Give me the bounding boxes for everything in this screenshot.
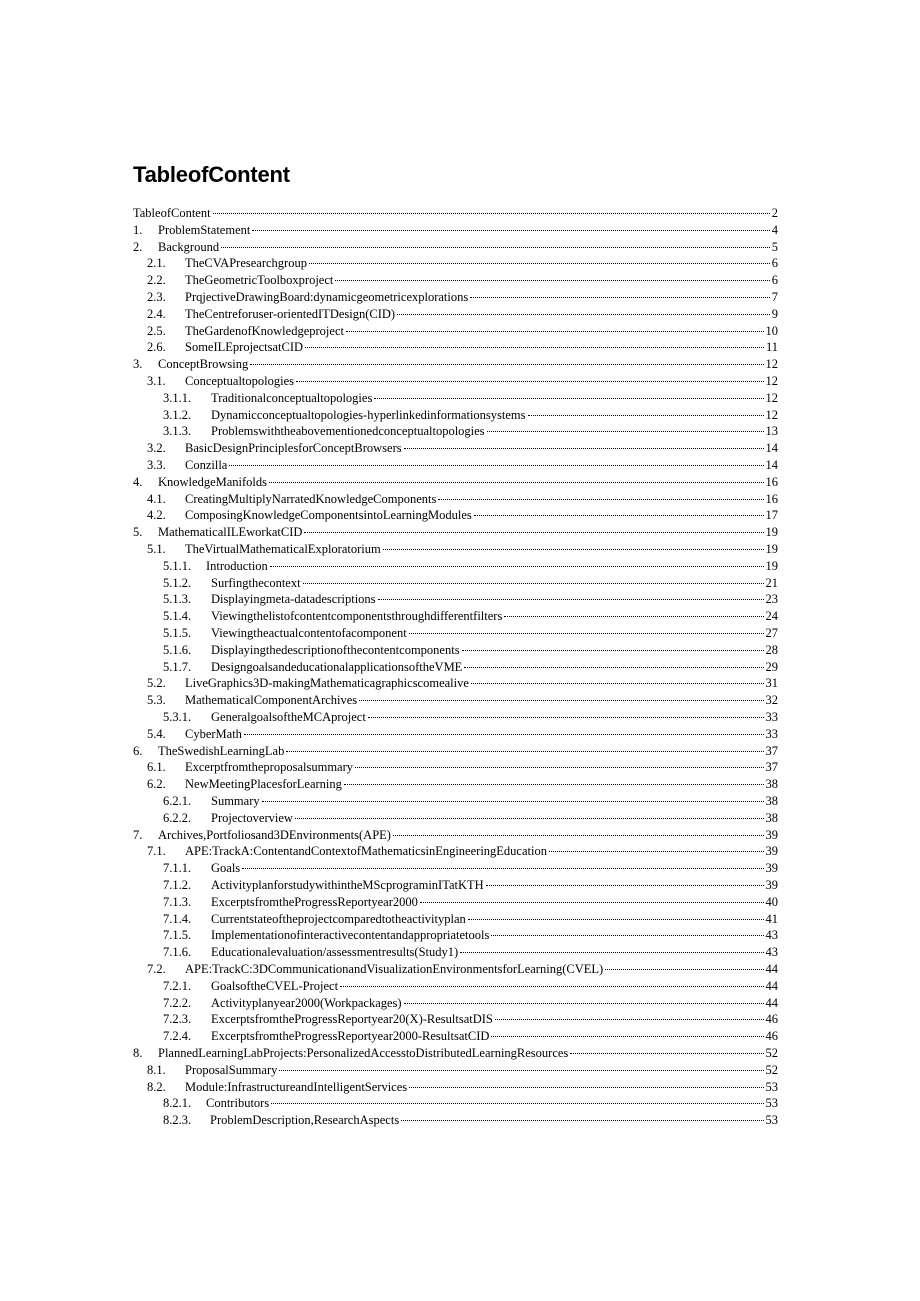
dot-leader (495, 1018, 764, 1020)
dot-leader (471, 682, 764, 684)
toc-entry-page: 43 (765, 928, 778, 943)
toc-entry-title: MathematicalILEworkatCID (158, 525, 303, 540)
dot-leader (438, 498, 763, 500)
toc-entry-number: 3.1.2. (163, 407, 192, 422)
toc-entry[interactable] (163, 591, 778, 608)
toc-entry-number: 7.2.4. (163, 1029, 192, 1044)
toc-entry-number: 2.2. (147, 273, 166, 288)
toc-entry[interactable] (147, 339, 778, 356)
toc-entry-page: 29 (765, 659, 778, 674)
dot-leader (393, 834, 764, 836)
toc-entry-page: 13 (765, 424, 778, 439)
toc-entry-page: 39 (765, 861, 778, 876)
toc-entry-number: 2. (133, 239, 143, 254)
toc-entry-title: Displayingthedescriptionofthecontentcomponents (211, 642, 460, 657)
toc-entry-title: TheCentreforuser-orientedITDesign(CID) (185, 306, 396, 321)
toc-entry-number: 8. (133, 1046, 143, 1060)
toc-entry-title: Summary (211, 794, 260, 808)
dot-leader (346, 330, 764, 332)
toc-entry-number: 5.3.1. (163, 710, 192, 724)
toc-entry-page: 44 (765, 995, 778, 1010)
toc-entry-number: 6.2.1. (163, 794, 192, 808)
toc-entry-title: MathematicalComponentArchives (185, 693, 358, 708)
dot-leader (271, 1102, 763, 1104)
toc-entry-number: 5.2. (147, 676, 166, 691)
dot-leader (464, 666, 763, 668)
toc-entry-page: 4 (771, 222, 778, 237)
toc-entry-title: ExcerptsfromtheProgressReportyear20(X)-ResultsatDIS (211, 1012, 493, 1027)
dot-leader (305, 346, 764, 348)
toc-entry[interactable] (163, 1095, 778, 1112)
toc-entry-title: TheVirtualMathematicalExploratorium (185, 542, 381, 556)
toc-entry-page: 10 (765, 323, 778, 338)
dot-leader (270, 565, 764, 567)
dot-leader (487, 430, 764, 432)
toc-entry[interactable] (133, 239, 778, 256)
dot-leader (474, 514, 764, 516)
toc-entry-title: KnowledgeManifolds (158, 474, 268, 489)
toc-entry-page: 53 (765, 1079, 778, 1094)
toc-entry-page: 33 (765, 726, 778, 741)
toc-entry[interactable] (147, 759, 778, 776)
toc-entry-title: Viewingtheactualcontentofacomponent (211, 626, 407, 640)
toc-entry-page: 14 (765, 441, 778, 456)
toc-entry-title: NewMeetingPlacesforLearning (185, 777, 342, 792)
toc-entry-page: 12 (765, 374, 778, 388)
dot-leader (252, 229, 769, 231)
toc-entry[interactable] (163, 608, 778, 625)
toc-entry[interactable] (133, 1045, 778, 1062)
toc-entry[interactable] (163, 978, 778, 995)
toc-entry[interactable] (163, 927, 778, 944)
toc-entry-number: 7.2.3. (163, 1012, 192, 1027)
toc-entry-number: 5.1.5. (163, 626, 192, 640)
toc-entry-title: PrqjectiveDrawingBoard:dynamicgeometricexplorations (185, 290, 469, 304)
toc-entry-number: 4.2. (147, 508, 166, 523)
toc-entry-page: 7 (771, 290, 778, 304)
toc-entry-number: 8.2.3. (163, 1113, 192, 1128)
dot-leader (420, 901, 764, 903)
toc-entry-number: 3.3. (147, 458, 166, 472)
toc-entry-page: 19 (765, 558, 778, 573)
toc-entry-number: 7.1.5. (163, 928, 192, 943)
dot-leader (355, 766, 763, 768)
toc-entry[interactable] (163, 390, 778, 407)
toc-entry-page: 19 (765, 542, 778, 556)
toc-entry[interactable] (147, 675, 778, 692)
toc-entry-page: 9 (771, 306, 778, 321)
toc-entry[interactable] (147, 323, 778, 340)
toc-entry[interactable] (163, 911, 778, 928)
toc-entry-number: 5.1. (147, 542, 166, 556)
toc-entry-page: 38 (765, 794, 778, 808)
toc-entry-number: 5.1.7. (163, 659, 192, 674)
dot-leader (504, 615, 763, 617)
dot-leader (409, 632, 764, 634)
toc-entry-number: 5.1.6. (163, 642, 192, 657)
toc-entry-number: 2.3. (147, 290, 166, 304)
dot-leader (409, 1086, 763, 1088)
toc-entry-title: DesigngoalsandeducationalapplicationsoftheVME (211, 659, 463, 674)
toc-entry[interactable] (147, 457, 778, 474)
toc-entry-page: 41 (765, 911, 778, 926)
toc-entry-title: Projectoverview (211, 810, 293, 825)
toc-entry-title: Surfingthecontext (211, 575, 301, 590)
toc-entry[interactable] (133, 356, 778, 373)
dot-leader (491, 1035, 763, 1037)
toc-entry-title: GoalsoftheCVEL-Project (211, 978, 339, 993)
toc-entry-page: 6 (771, 273, 778, 288)
dot-leader (383, 548, 764, 550)
toc-entry[interactable] (163, 642, 778, 659)
toc-entry-title: Dynamicconceptualtopologies-hyperlinkedinformationsystems (211, 407, 526, 422)
toc-entry[interactable] (147, 272, 778, 289)
toc-entry-number: 2.4. (147, 306, 166, 321)
toc-entry-page: 46 (765, 1029, 778, 1044)
dot-leader (374, 397, 763, 399)
toc-entry-page: 39 (765, 844, 778, 859)
toc-entry[interactable] (147, 440, 778, 457)
toc-entry[interactable] (147, 289, 778, 306)
toc-entry-page: 38 (765, 810, 778, 825)
toc-entry-title: GeneralgoalsoftheMCAproject (211, 710, 366, 724)
toc-entry-page: 53 (765, 1113, 778, 1128)
toc-entry[interactable] (147, 692, 778, 709)
toc-entry-number: 3.2. (147, 441, 166, 456)
toc-entry[interactable] (163, 877, 778, 894)
toc-entry-number: 8.1. (147, 1062, 166, 1077)
toc-entry[interactable] (163, 793, 778, 810)
toc-entry[interactable] (147, 776, 778, 793)
toc-entry-page: 21 (765, 575, 778, 590)
toc-entry-number: 4.1. (147, 491, 166, 506)
dot-leader (295, 817, 764, 819)
toc-entry[interactable] (147, 726, 778, 743)
dot-leader (486, 884, 764, 886)
toc-entry-number: 5.3. (147, 693, 166, 708)
toc-entry-page: 37 (765, 743, 778, 758)
toc-entry-page: 24 (765, 609, 778, 624)
toc-entry-page: 32 (765, 693, 778, 708)
toc-entry-number: 3. (133, 357, 143, 372)
toc-entry-title: TheCVAPresearchgroup (185, 256, 307, 271)
toc-entry-title: TheGeometricToolboxproject (185, 273, 334, 288)
toc-entry-number: 4. (133, 474, 143, 489)
toc-entry-page: 33 (765, 710, 778, 724)
toc-entry[interactable] (147, 541, 778, 558)
toc-entry-page: 44 (765, 962, 778, 976)
toc-entry-page: 28 (765, 642, 778, 657)
toc-entry[interactable] (147, 843, 778, 860)
dot-leader (262, 800, 764, 802)
toc-entry-title: ProposalSummary (185, 1062, 278, 1077)
dot-leader (404, 447, 764, 449)
toc-entry[interactable] (133, 524, 778, 541)
toc-entry-page: 12 (765, 357, 778, 372)
toc-entry-page: 31 (765, 676, 778, 691)
toc-entry-page: 12 (765, 407, 778, 422)
toc-entry[interactable] (147, 306, 778, 323)
toc-entry-title: CreatingMultiplyNarratedKnowledgeComponents (185, 491, 437, 506)
toc-entry[interactable] (147, 1062, 778, 1079)
toc-entry-page: 14 (765, 458, 778, 472)
toc-entry-number: 8.2.1. (163, 1096, 192, 1111)
toc-entry-title: Viewingthelistofcontentcomponentsthroughdifferentfilters (211, 609, 503, 624)
toc-entry-number: 5.4. (147, 726, 166, 741)
toc-entry-title: Contributors (206, 1096, 270, 1111)
toc-entry[interactable] (133, 222, 778, 239)
dot-leader (468, 918, 764, 920)
dot-leader (605, 968, 763, 970)
toc-entry[interactable] (147, 373, 778, 390)
toc-entry-title: Displayingmeta-datadescriptions (211, 592, 376, 607)
toc-entry-number: 7.2. (147, 962, 166, 976)
toc-entry-page: 11 (765, 340, 778, 355)
toc-entry[interactable] (163, 1011, 778, 1028)
dot-leader (359, 699, 763, 701)
dot-leader (470, 296, 770, 298)
dot-leader (378, 598, 764, 600)
dot-leader (229, 464, 763, 466)
toc-entry-number: 6.2.2. (163, 810, 192, 825)
dot-leader (549, 850, 764, 852)
toc-entry-title: TheSwedishLearningLab (158, 743, 285, 758)
dot-leader (250, 363, 763, 365)
toc-entry-title: Activityplanyear2000(Workpackages) (211, 995, 402, 1010)
dot-leader (335, 279, 769, 281)
toc-entry-title: ProblemDescription,ResearchAspects (210, 1113, 400, 1128)
toc-entry[interactable] (163, 1028, 778, 1045)
toc-entry-title: Currentstateoftheprojectcomparedtotheactivityplan (211, 911, 466, 926)
toc-entry[interactable] (163, 423, 778, 440)
toc-entry-title: Implementationofinteractivecontentandappropriatetools (211, 928, 490, 943)
toc-entry-page: 52 (765, 1062, 778, 1077)
toc-entry-title: Goals (211, 861, 241, 876)
toc-entry-number: 7.1.2. (163, 878, 192, 892)
toc-entry-number: 7.1.6. (163, 945, 192, 960)
toc-entry-page: 16 (765, 491, 778, 506)
toc-entry-title: LiveGraphics3D-makingMathematicagraphicscomealive (185, 676, 469, 691)
toc-entry-page: 27 (765, 626, 778, 640)
toc-entry[interactable] (163, 810, 778, 827)
toc-entry-number: 2.5. (147, 323, 166, 338)
toc-entry-title: Problemswiththeabovementionedconceptualtopologies (211, 424, 485, 439)
toc-entry[interactable] (147, 255, 778, 272)
toc-entry-number: 7.1.3. (163, 894, 192, 909)
dot-leader (404, 1002, 764, 1004)
dot-leader (304, 531, 763, 533)
dot-leader (279, 1069, 763, 1071)
toc-entry-number: 5. (133, 525, 143, 540)
dot-leader (244, 733, 764, 735)
toc-entry[interactable] (163, 995, 778, 1012)
toc-entry-page: 2 (771, 206, 778, 220)
dot-leader (340, 985, 763, 987)
toc-entry-number: 8.2. (147, 1079, 166, 1094)
toc-entry[interactable] (133, 743, 778, 760)
toc-entry-page: 38 (765, 777, 778, 792)
toc-entry-number: 7.2.2. (163, 995, 192, 1010)
toc-entry-title: APE:TrackA:ContentandContextofMathematicsinEngineeringEducation (185, 844, 547, 859)
dot-leader (344, 783, 764, 785)
toc-entry-title: Archives,Portfoliosand3DEnvironments(APE) (158, 827, 391, 842)
toc-entry-page: 40 (765, 894, 778, 909)
dot-leader (570, 1052, 763, 1054)
dot-leader (401, 1119, 763, 1121)
toc-entry-title: ExcerptsfromtheProgressReportyear2000-ResultsatCID (211, 1029, 490, 1044)
toc-entry-title: TableofContent (133, 206, 211, 220)
toc-entry-page: 52 (765, 1046, 778, 1060)
toc-entry[interactable] (163, 558, 778, 575)
page-title: TableofContent (133, 162, 290, 187)
toc-entry-number: 5.1.4. (163, 609, 192, 624)
dot-leader (368, 716, 764, 718)
dot-leader (303, 582, 764, 584)
toc-entry-number: 5.1.2. (163, 575, 192, 590)
toc-entry-page: 12 (765, 390, 778, 405)
dot-leader (269, 481, 763, 483)
toc-entry-title: SomeILEprojectsatCID (185, 340, 304, 355)
toc-entry-number: 7.1. (147, 844, 166, 859)
toc-entry[interactable] (163, 659, 778, 676)
dot-leader (242, 867, 763, 869)
toc-entry-number: 2.1. (147, 256, 166, 271)
toc-entry-number: 5.1.3. (163, 592, 192, 607)
toc-entry[interactable] (163, 575, 778, 592)
dot-leader (528, 414, 764, 416)
toc-entry[interactable] (163, 709, 778, 726)
toc-entry-page: 44 (765, 978, 778, 993)
toc-entry-number: 3.1. (147, 374, 166, 388)
toc-entry[interactable] (163, 860, 778, 877)
toc-entry-number: 1. (133, 222, 143, 237)
toc-entry-title: ExcerptsfromtheProgressReportyear2000 (211, 894, 418, 909)
toc-entry[interactable] (163, 407, 778, 424)
toc-entry-title: BasicDesignPrinciplesforConceptBrowsers (185, 441, 402, 456)
toc-entry[interactable] (147, 491, 778, 508)
toc-entry-title: APE:TrackC:3DCommunicationandVisualizationEnvironmentsforLearning(CVEL) (185, 962, 604, 976)
toc-entry[interactable] (147, 507, 778, 524)
toc-entry-page: 46 (765, 1012, 778, 1027)
toc-entry[interactable] (133, 474, 778, 491)
toc-entry-number: 7.2.1. (163, 978, 192, 993)
toc-entry-page: 6 (771, 256, 778, 271)
toc-entry-title: Educationalevaluation/assessmentresults(Study1) (211, 945, 459, 960)
toc-entry-title: Excerptfromtheproposalsummary (185, 760, 354, 775)
dot-leader (213, 212, 770, 214)
toc-entry-number: 5.1.1. (163, 558, 192, 573)
toc-entry-title: PlannedLearningLabProjects:PersonalizedAccesstoDistributedLearningResources (158, 1046, 569, 1060)
toc-entry-page: 16 (765, 474, 778, 489)
toc-entry-title: Module:InfrastructureandIntelligentServices (185, 1079, 408, 1094)
toc-entry-number: 6. (133, 743, 143, 758)
toc-entry-page: 17 (765, 508, 778, 523)
toc-entry[interactable] (163, 625, 778, 642)
dot-leader (491, 934, 763, 936)
toc-entry-title: Conceptualtopologies (185, 374, 295, 388)
toc-entry-page: 43 (765, 945, 778, 960)
toc-entry-number: 2.6. (147, 340, 166, 355)
toc-entry[interactable] (147, 961, 778, 978)
toc-entry-title: Traditionalconceptualtopologies (211, 390, 373, 405)
toc-entry[interactable] (163, 894, 778, 911)
dot-leader (221, 246, 770, 248)
toc-entry-page: 39 (765, 878, 778, 892)
toc-entry[interactable] (147, 1079, 778, 1096)
toc-entry-title: CyberMath (185, 726, 242, 741)
toc-entry-number: 7. (133, 827, 143, 842)
toc-entry-number: 6.1. (147, 760, 166, 775)
dot-leader (397, 313, 770, 315)
toc-entry-page: 37 (765, 760, 778, 775)
dot-leader (460, 951, 763, 953)
toc-entry-title: Background (158, 239, 220, 254)
toc-entry-page: 19 (765, 525, 778, 540)
toc-entry-number: 7.1.1. (163, 861, 192, 876)
toc-entry-page: 5 (771, 239, 778, 254)
toc-entry-number: 7.1.4. (163, 911, 192, 926)
toc-entry-number: 3.1.1. (163, 390, 192, 405)
toc-entry-title: ComposingKnowledgeComponentsintoLearningModules (185, 508, 472, 523)
toc-entry-title: TheGardenofKnowledgeproject (185, 323, 344, 338)
dot-leader (309, 262, 770, 264)
dot-leader (462, 649, 764, 651)
toc-entry-page: 23 (765, 592, 778, 607)
dot-leader (296, 380, 763, 382)
toc-entry-title: ProblemStatement (158, 222, 251, 237)
toc-entry-page: 39 (765, 827, 778, 842)
toc-entry-number: 3.1.3. (163, 424, 192, 439)
toc-entry[interactable] (133, 205, 778, 222)
toc-entry-number: 6.2. (147, 777, 166, 792)
toc-entry-title: Introduction (206, 558, 268, 573)
toc-entry-page: 53 (765, 1096, 778, 1111)
toc-entry[interactable] (163, 1112, 778, 1129)
toc-entry[interactable] (133, 827, 778, 844)
toc-entry-title: ActivityplanforstudywithintheMScprograminITatKTH (211, 878, 484, 892)
toc-entry-title: Conzilla (185, 458, 228, 472)
toc-entry[interactable] (163, 944, 778, 961)
dot-leader (286, 750, 763, 752)
toc-entry-title: ConceptBrowsing (158, 357, 249, 372)
